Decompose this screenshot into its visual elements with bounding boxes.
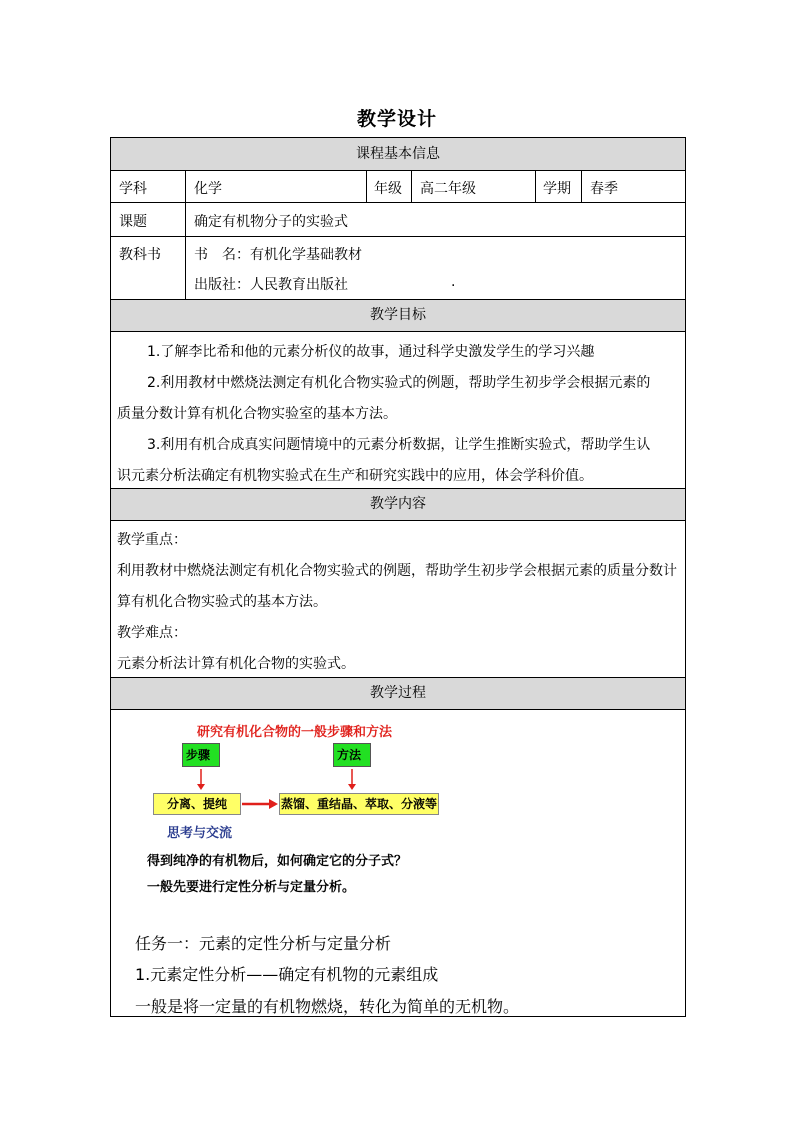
- textbook-label: 教科书: [119, 247, 161, 263]
- objective-3a: 3.利用有机合成真实问题情境中的元素分析数据，让学生推断实验式，帮助学生认: [147, 437, 651, 453]
- think-discuss-label: 思考与交流: [167, 826, 233, 841]
- grade-value: 高二年级: [420, 181, 476, 197]
- diagram-title: 研究有机化合物的一般步骤和方法: [197, 725, 393, 740]
- subject-label: 学科: [119, 181, 147, 197]
- key-point-a: 利用教材中燃烧法测定有机化合物实验式的例题，帮助学生初步学会根据元素的质量分数计: [117, 563, 677, 579]
- subject-value: 化学: [194, 181, 222, 197]
- page-title: 教学设计: [356, 108, 437, 130]
- down-arrow-icon: [197, 769, 205, 790]
- step-box-separation: 分离、提纯: [153, 793, 241, 815]
- qualitative-analysis-item: 1.元素定性分析——确定有机物的元素组成: [135, 965, 439, 984]
- term-label: 学期: [543, 181, 571, 197]
- method-box-techniques: 蒸馏、重结晶、萃取、分液等: [279, 793, 439, 815]
- topic-value: 确定有机物分子的实验式: [194, 214, 348, 230]
- qualitative-analysis-desc: 一般是将一定量的有机物燃烧，转化为简单的无机物。: [135, 997, 520, 1016]
- book-name: 书 名：有机化学基础教材: [194, 247, 362, 263]
- term-value: 春季: [590, 181, 618, 197]
- section-process: 教学过程: [111, 678, 685, 709]
- question-text: 得到纯净的有机物后，如何确定它的分子式？: [147, 854, 408, 869]
- objective-1: 1.了解李比希和他的元素分析仪的故事，通过科学史激发学生的学习兴趣: [147, 344, 595, 360]
- steps-box: 步骤: [182, 743, 220, 767]
- lesson-plan-table: [110, 137, 686, 1017]
- objective-2b: 质量分数计算有机化合物实验室的基本方法。: [117, 406, 397, 422]
- right-arrow-icon: [242, 799, 278, 809]
- objective-2a: 2.利用教材中燃烧法测定有机化合物实验式的例题，帮助学生初步学会根据元素的: [147, 375, 651, 391]
- difficulty-label: 教学难点：: [117, 625, 187, 641]
- publisher-dot: .: [451, 274, 456, 290]
- task-one: 任务一：元素的定性分析与定量分析: [135, 934, 392, 953]
- grade-label: 年级: [374, 181, 402, 197]
- publisher: 出版社：人民教育出版社: [194, 277, 348, 293]
- down-arrow-icon: [348, 769, 356, 790]
- objective-3b: 识元素分析法确定有机物实验式在生产和研究实践中的应用，体会学科价值。: [117, 468, 593, 484]
- methods-box: 方法: [333, 743, 371, 767]
- diagram-arrows: [111, 138, 687, 838]
- answer-text: 一般先要进行定性分析与定量分析。: [147, 880, 356, 895]
- topic-label: 课题: [119, 214, 147, 230]
- difficulty-text: 元素分析法计算有机化合物的实验式。: [117, 656, 355, 672]
- section-basic-info: 课程基本信息: [111, 138, 685, 170]
- key-point-b: 算有机化合物实验式的基本方法。: [117, 594, 327, 610]
- section-content: 教学内容: [111, 489, 685, 520]
- key-point-label: 教学重点：: [117, 532, 187, 548]
- section-objectives: 教学目标: [111, 300, 685, 331]
